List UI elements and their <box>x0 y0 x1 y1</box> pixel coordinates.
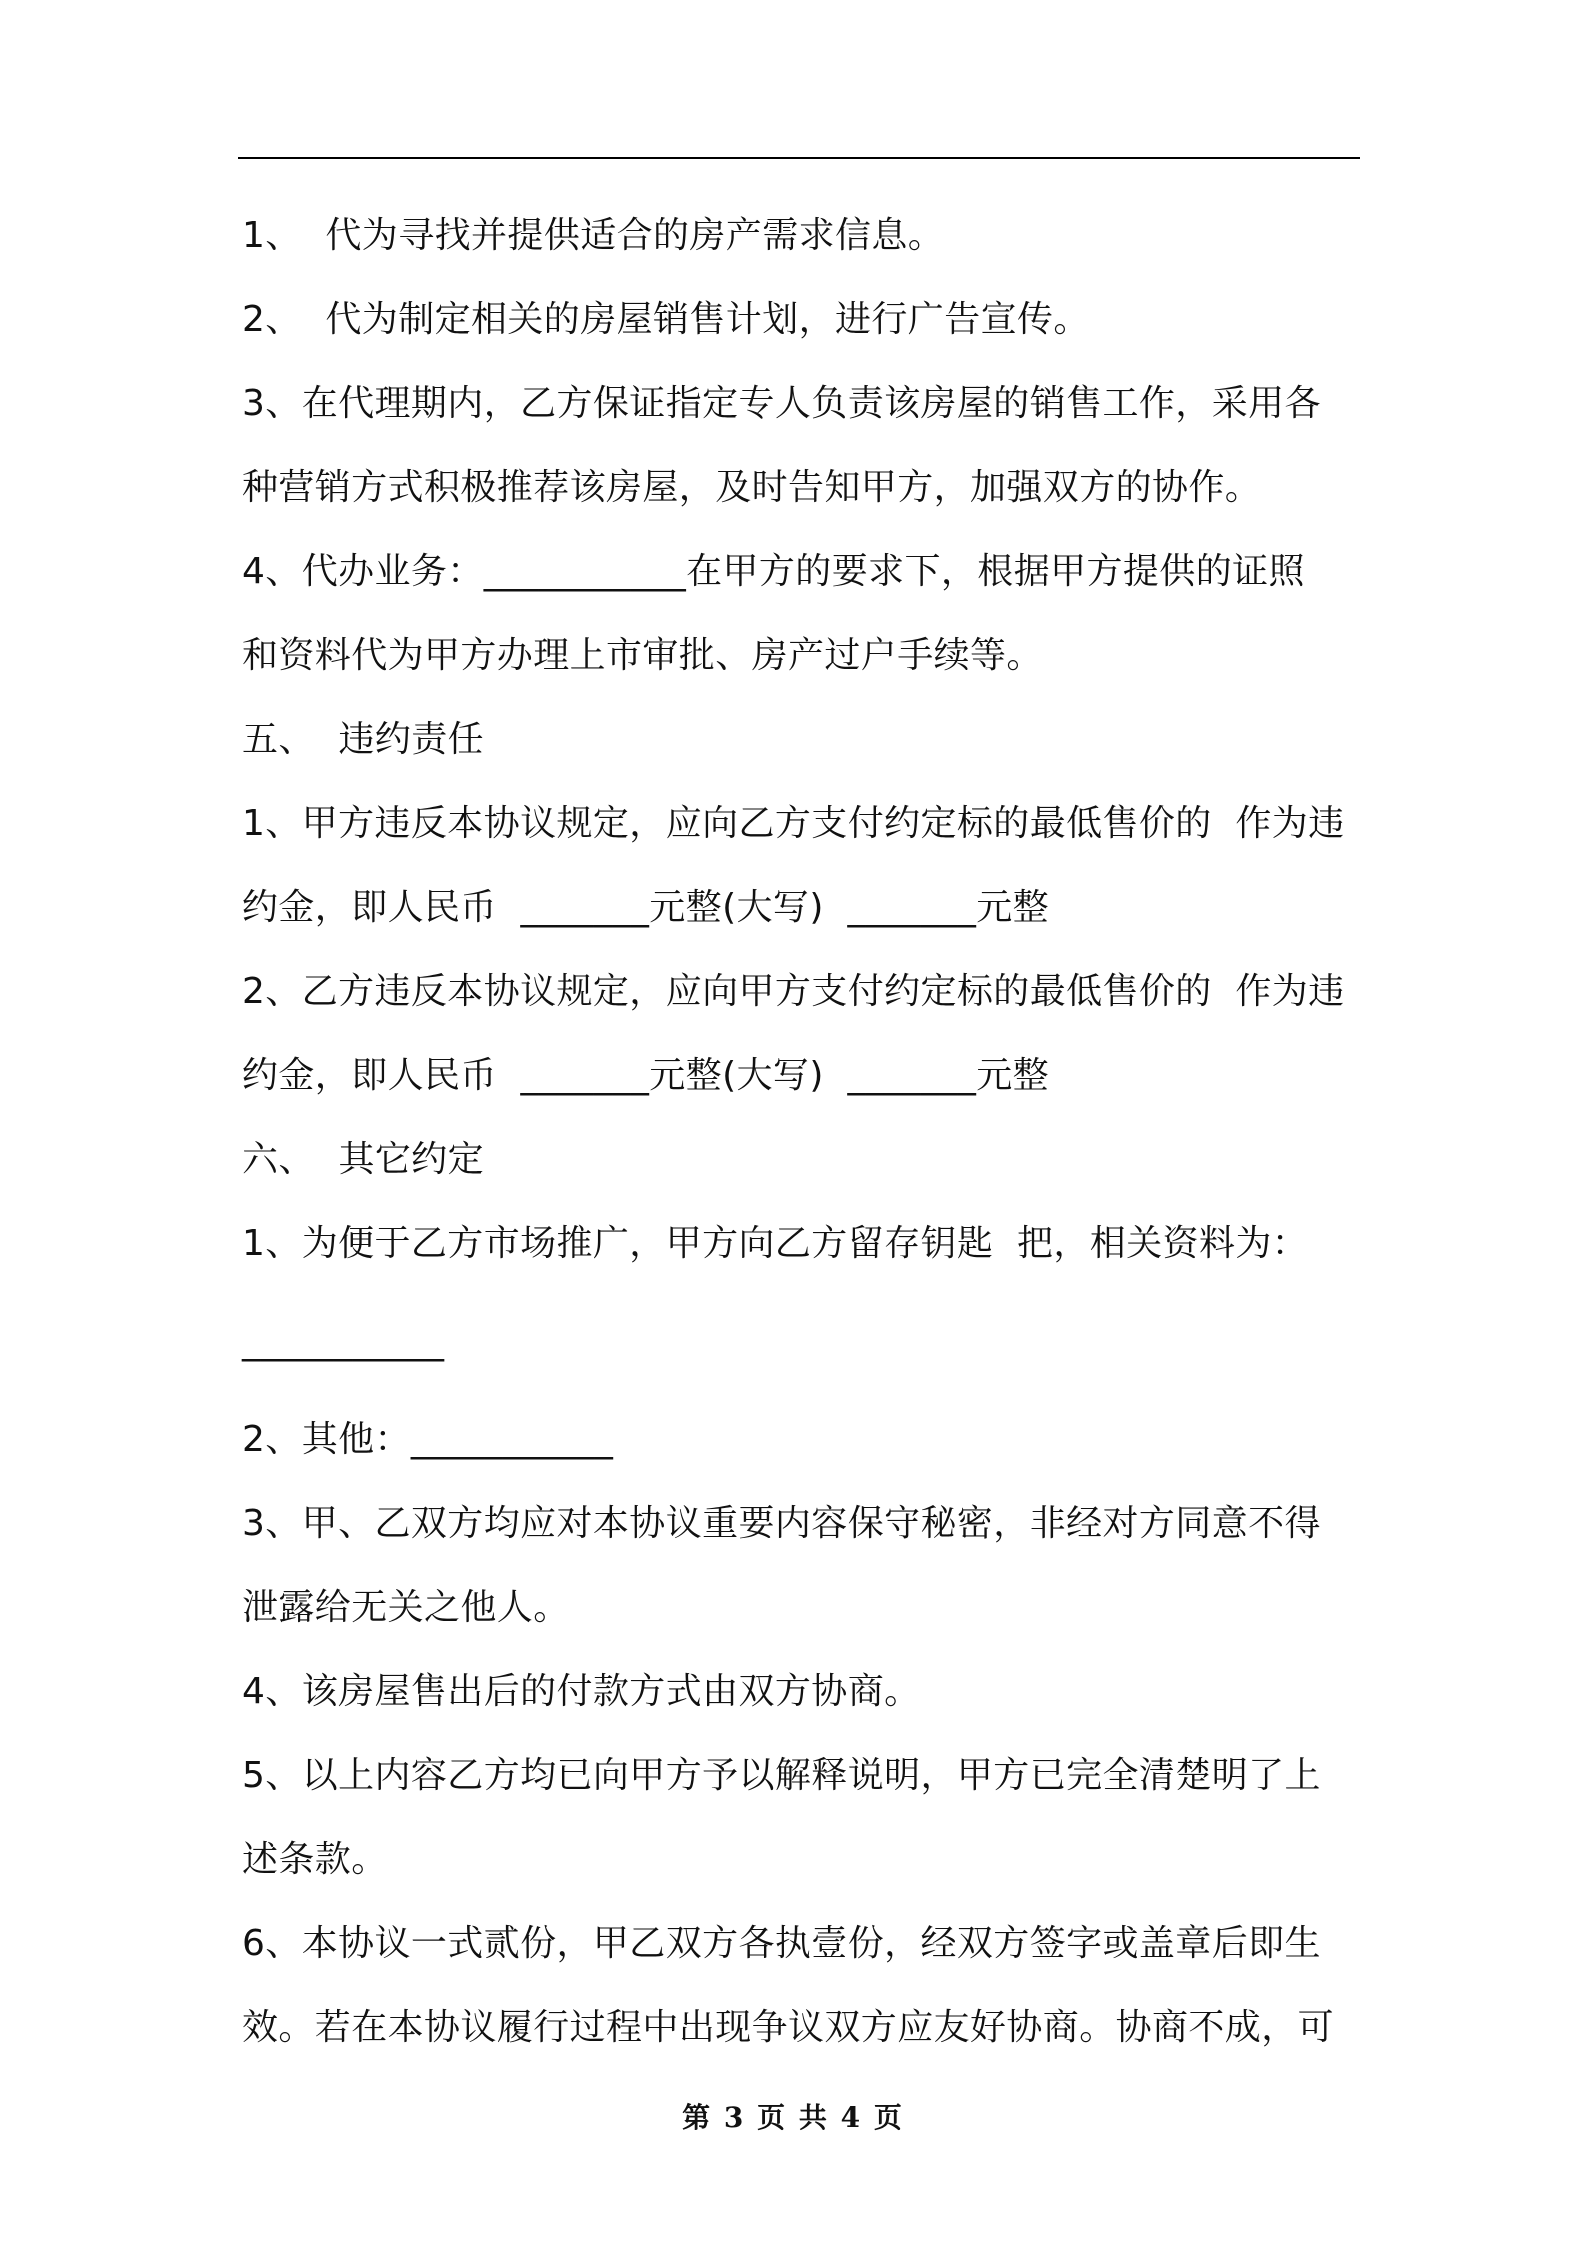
section-heading-other: 六、 其它约定 <box>242 1139 485 1180</box>
clause-line: 4、代办业务：___________在甲方的要求下，根据甲方提供的证照 <box>242 551 1305 592</box>
clause-line: 4、该房屋售出后的付款方式由双方协商。 <box>242 1671 921 1712</box>
clause-line: 2、乙方违反本协议规定，应向甲方支付约定标的最低售价的 作为违 <box>242 971 1345 1012</box>
clause-line: 2、 代为制定相关的房屋销售计划，进行广告宣传。 <box>242 299 1090 340</box>
clause-line: 1、 代为寻找并提供适合的房产需求信息。 <box>242 215 945 256</box>
clause-line: 约金，即人民币 _______元整(大写) _______元整 <box>242 887 1050 928</box>
document-body <box>242 194 1362 2070</box>
clause-line: 种营销方式积极推荐该房屋，及时告知甲方，加强双方的协作。 <box>242 467 1262 508</box>
blank-fill-line: ___________ <box>242 1321 445 1362</box>
clause-line: 2、其他：___________ <box>242 1419 614 1460</box>
clause-line: 6、本协议一式贰份，甲乙双方各执壹份，经双方签字或盖章后即生 <box>242 1923 1321 1964</box>
clause-line: 和资料代为甲方办理上市审批、房产过户手续等。 <box>242 635 1043 676</box>
clause-line: 5、以上内容乙方均已向甲方予以解释说明，甲方已完全清楚明了上 <box>242 1755 1321 1796</box>
clause-line: 3、在代理期内，乙方保证指定专人负责该房屋的销售工作，采用各 <box>242 383 1321 424</box>
clause-line: 泄露给无关之他人。 <box>242 1587 570 1628</box>
clause-line: 约金，即人民币 _______元整(大写) _______元整 <box>242 1055 1050 1096</box>
clause-line: 1、甲方违反本协议规定，应向乙方支付约定标的最低售价的 作为违 <box>242 803 1345 844</box>
clause-line: 效。若在本协议履行过程中出现争议双方应友好协商。协商不成，可 <box>242 2007 1335 2048</box>
clause-line: 1、为便于乙方市场推广，甲方向乙方留存钥匙 把，相关资料为： <box>242 1223 1309 1264</box>
page-number: 第 3 页 共 4 页 <box>682 2101 904 2134</box>
section-heading-breach: 五、 违约责任 <box>242 719 485 760</box>
clause-line: 述条款。 <box>242 1839 388 1880</box>
header-rule <box>238 157 1360 159</box>
clause-line: 3、甲、乙双方均应对本协议重要内容保守秘密，非经对方同意不得 <box>242 1503 1321 1544</box>
